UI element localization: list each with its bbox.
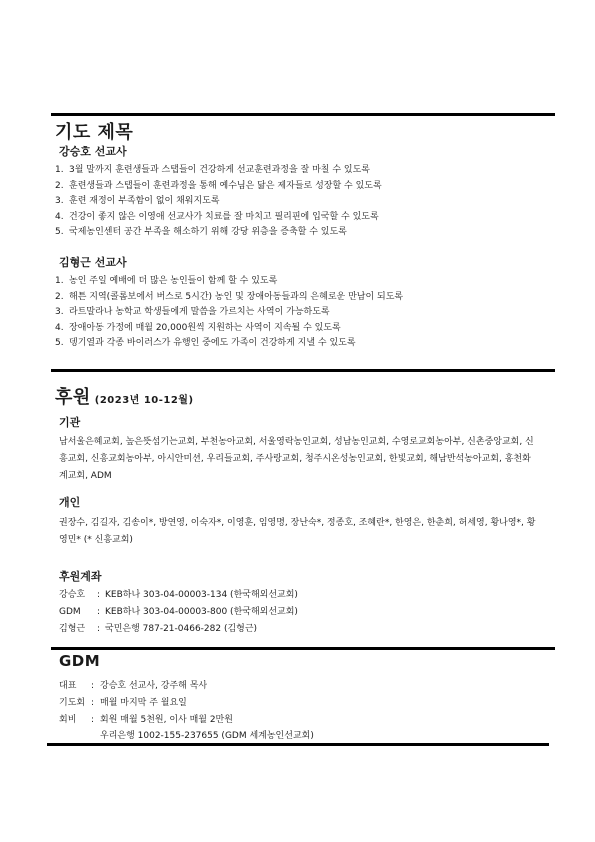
prayer-section-title bbox=[55, 118, 133, 144]
account-row: 강승호 : KEB하나 303-04-00003-134 (한국해외선교회) bbox=[59, 590, 298, 600]
list-item: 4. 건강이 좋지 않은 이영애 선교사가 치료를 잘 마치고 필리핀에 입국할 수 있도록 bbox=[55, 211, 379, 222]
account-row: GDM : KEB하나 303-04-00003-800 (한국해외선교회) bbox=[59, 607, 298, 617]
support-title-text: 후원 bbox=[55, 387, 91, 408]
gdm-row-representative: 대표 : 강승호 선교사, 강주해 목사 bbox=[59, 681, 208, 691]
prayer-title-text: 기도 제목 bbox=[55, 122, 134, 143]
list-item: 2. 훈련생들과 스탭들이 훈련과정을 통해 예수님은 닮은 제자들로 성장할 수 있도록 bbox=[55, 180, 382, 191]
gdm-section-title: GDM bbox=[59, 652, 101, 670]
group-heading-kim: 김형근 선교사 bbox=[59, 256, 127, 269]
prayer-list-kim bbox=[55, 274, 403, 352]
bottom-divider bbox=[47, 743, 549, 746]
list-item: 3. 훈련 재정이 부족함이 없이 채워지도록 bbox=[55, 196, 220, 206]
support-divider bbox=[51, 369, 555, 372]
gdm-row-bank-account: 우리은행 1002-155-237655 (GDM 세계농인선교회) bbox=[100, 731, 314, 741]
individuals-list: 권장수, 김길자, 김송이*, 방연영, 이숙자*, 이영훈, 임영명, 장난숙*, 정종호, 조혜란*, 한영은, 한춘희, 허세영, 황나영*, 황영민* (* 신흥교회) bbox=[59, 518, 536, 545]
list-item: 2. 해튼 지역(콜롬보에서 버스로 5시간) 농인 및 장애아동들과의 은혜로운 만남이 되도록 bbox=[55, 291, 404, 302]
list-item: 5. 국제농인센터 공간 부족을 해소하기 위해 강당 위층을 증축할 수 있도록 bbox=[55, 227, 347, 237]
support-period: (2023년 10-12월) bbox=[94, 395, 194, 406]
account-row: 김형근 : 국민은행 787-21-0466-282 (김형근) bbox=[59, 624, 258, 634]
gdm-row-prayer-meeting: 기도회 : 매월 마지막 주 월요일 bbox=[59, 698, 187, 708]
list-item: 4. 장애아동 가정에 매월 20,000원씩 지원하는 사역이 지속될 수 있도록 bbox=[55, 322, 341, 333]
accounts-heading: 후원계좌 bbox=[59, 570, 102, 583]
list-item: 3. 라트말라나 농학교 학생들에게 말씀을 가르치는 사역이 가능하도록 bbox=[55, 307, 330, 317]
support-section-title bbox=[55, 383, 194, 409]
list-item: 1. 농인 주일 예배에 더 많은 농인들이 함께 할 수 있도록 bbox=[55, 276, 278, 286]
churches-list: 남서울은혜교회, 높은뜻섬기는교회, 부천농아교회, 서울영락농인교회, 성남농인교회, 수영로교회농아부, 신촌중앙교회, 신흥교회, 신흥교회농아부, 아시안미션, 우리들교회, 주사랑교회, 청주시온성농인교회, 한빛교회, 해남반석농아교회, 홍천화계교회, ADM bbox=[59, 437, 534, 481]
group-heading-kang: 강승호 선교사 bbox=[59, 145, 127, 158]
individuals-heading: 개인 bbox=[59, 496, 81, 509]
prayer-list-kang bbox=[55, 163, 382, 241]
top-divider bbox=[51, 113, 555, 116]
gdm-row-fee: 회비 : 회원 매월 5천원, 이사 매월 2만원 bbox=[59, 715, 233, 725]
churches-heading: 기관 bbox=[59, 416, 81, 429]
gdm-divider bbox=[51, 647, 555, 650]
list-item: 1. 3월 말까지 훈련생들과 스탭들이 건강하게 선교훈련과정을 잘 마칠 수 있도록 bbox=[55, 165, 370, 175]
list-item: 5. 뎅기열과 각종 바이러스가 유행인 중에도 가족이 건강하게 지낼 수 있도록 bbox=[55, 338, 356, 348]
